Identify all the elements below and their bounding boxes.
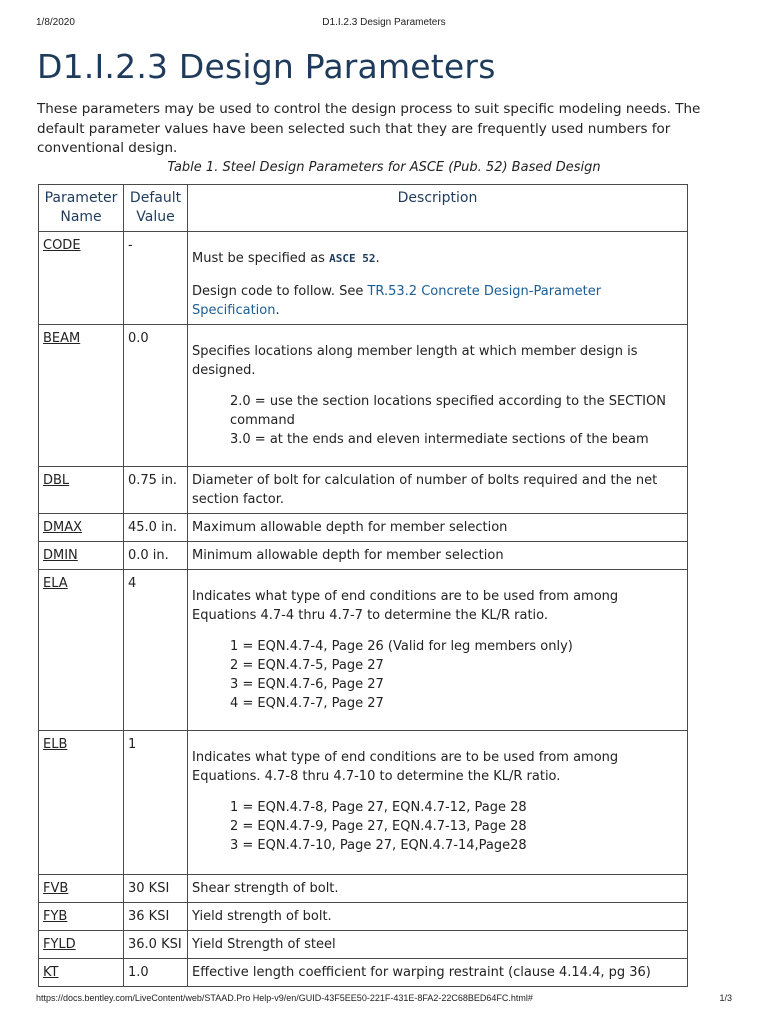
list-item: 3 = EQN.4.7-6, Page 27 [230,677,384,692]
print-footer [36,993,732,1005]
param-default: 0.0 in. [124,542,188,570]
followup-suffix: . [275,303,280,318]
option-list [230,637,683,713]
param-description: Yield strength of bolt. [188,903,688,931]
param-default: 36 KSI [124,903,188,931]
description-text [192,249,683,268]
print-url: https://docs.bentley.com/LiveContent/web/STAAD.Pro Help-v9/en/GUID-43F5EE50-221F-431E-8FA2-22C68BED64FC.html# [36,993,533,1003]
table-row [39,232,688,325]
param-name-link[interactable]: FYLD [39,931,124,959]
description-prefix: Must be specified as [192,251,330,266]
param-default: 1 [124,731,188,875]
table-row [39,542,688,570]
param-default: 36.0 KSI [124,931,188,959]
table-caption: Table 1. Steel Design Parameters for ASCE (Pub. 52) Based Design [167,160,601,175]
param-name-link[interactable]: CODE [39,232,124,325]
param-default: 1.0 [124,959,188,987]
param-name-link[interactable]: KT [39,959,124,987]
header-description: Description [188,185,688,232]
table-row [39,903,688,931]
print-date: 1/8/2020 [36,17,75,28]
param-name-link[interactable]: ELA [39,570,124,731]
param-description [188,570,688,731]
table-row [39,875,688,903]
table-row [39,467,688,514]
param-name-link[interactable]: DMAX [39,514,124,542]
param-default: 4 [124,570,188,731]
page-number: 1/3 [719,993,732,1003]
print-doc-title: D1.I.2.3 Design Parameters [322,17,446,28]
table-row [39,514,688,542]
table-row [39,731,688,875]
param-description [188,232,688,325]
table-header-row [39,185,688,232]
code-value: ASCE 52 [329,252,376,265]
option-list [230,392,683,449]
design-parameter-spec-link[interactable]: TR.53.2 Concrete Design-Parameter Specification [192,284,602,318]
option-list [230,798,683,855]
param-description: Effective length coefficient for warping restraint (clause 4.14.4, pg 36) [188,959,688,987]
param-default: 30 KSI [124,875,188,903]
param-description [188,731,688,875]
param-description: Shear strength of bolt. [188,875,688,903]
description-text: Specifies locations along member length at which member design is designed. [192,344,638,378]
description-text: Indicates what type of end conditions are to be used from among Equations 4.7-4 thru 4.7-7 to determine the KL/R ratio. [192,589,619,623]
table-row [39,959,688,987]
table-row [39,570,688,731]
intro-paragraph: These parameters may be used to control the design process to suit specific modeling needs. The default parameter values have been selected such that they are frequently used numbers for conventional design. [37,101,701,156]
param-name-link[interactable]: DMIN [39,542,124,570]
param-description: Yield Strength of steel [188,931,688,959]
param-default: 0.0 [124,325,188,467]
parameters-table [38,184,688,987]
param-name-link[interactable]: FYB [39,903,124,931]
page-title: D1.I.2.3 Design Parameters [37,47,496,86]
param-name-link[interactable]: DBL [39,467,124,514]
list-item: 1 = EQN.4.7-8, Page 27, EQN.4.7-12, Page 28 [230,800,527,815]
description-text: Indicates what type of end conditions are to be used from among Equations. 4.7-8 thru 4.7-10 to determine the KL/R ratio. [192,750,619,784]
param-name-link[interactable]: BEAM [39,325,124,467]
list-item: 4 = EQN.4.7-7, Page 27 [230,696,384,711]
description-suffix: . [375,251,380,266]
param-description [188,325,688,467]
list-item: 2.0 = use the section locations specified according to the SECTION command [230,394,666,428]
param-name-link[interactable]: FVB [39,875,124,903]
list-item: 3 = EQN.4.7-10, Page 27, EQN.4.7-14,Page28 [230,838,527,853]
header-parameter-name: Parameter Name [39,185,124,232]
param-description: Maximum allowable depth for member selection [188,514,688,542]
param-default: 45.0 in. [124,514,188,542]
param-description: Diameter of bolt for calculation of number of bolts required and the net section factor. [188,467,688,514]
param-default: 0.75 in. [124,467,188,514]
list-item: 2 = EQN.4.7-9, Page 27, EQN.4.7-13, Page 28 [230,819,527,834]
followup-prefix: Design code to follow. See [192,284,368,299]
param-name-link[interactable]: ELB [39,731,124,875]
table-row [39,325,688,467]
list-item: 2 = EQN.4.7-5, Page 27 [230,658,384,673]
print-header [36,17,732,29]
table-row [39,931,688,959]
list-item: 3.0 = at the ends and eleven intermediate sections of the beam [230,432,649,447]
description-followup [192,282,683,320]
list-item: 1 = EQN.4.7-4, Page 26 (Valid for leg members only) [230,639,573,654]
param-default: - [124,232,188,325]
param-description: Minimum allowable depth for member selection [188,542,688,570]
header-default-value: Default Value [124,185,188,232]
